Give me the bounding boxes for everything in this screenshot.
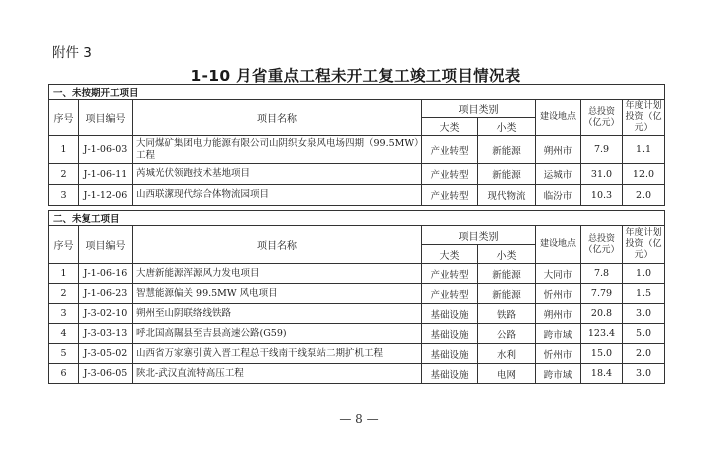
section-2-table <box>48 210 665 384</box>
header-location: 建设地点 <box>536 226 581 264</box>
header-minor: 小类 <box>478 245 536 264</box>
section-1-table <box>48 84 665 206</box>
cell-minor: 新能源 <box>478 136 536 164</box>
cell-investment: 20.8 <box>581 304 623 324</box>
cell-code: J-1-12-06 <box>79 185 133 206</box>
cell-code: J-1-06-16 <box>79 264 133 284</box>
cell-seq: 3 <box>49 304 79 324</box>
table-row <box>49 185 665 206</box>
cell-plan: 1.0 <box>623 264 665 284</box>
cell-plan: 2.0 <box>623 344 665 364</box>
cell-major: 基础设施 <box>422 364 478 384</box>
header-category: 项目类别 <box>422 100 536 118</box>
cell-investment: 7.8 <box>581 264 623 284</box>
header-name: 项目名称 <box>133 100 422 136</box>
cell-plan: 1.1 <box>623 136 665 164</box>
page-number: — 8 — <box>339 412 379 426</box>
header-code: 项目编号 <box>79 226 133 264</box>
header-seq: 序号 <box>49 226 79 264</box>
header-seq: 序号 <box>49 100 79 136</box>
cell-seq: 5 <box>49 344 79 364</box>
cell-location: 朔州市 <box>536 304 581 324</box>
cell-location: 临汾市 <box>536 185 581 206</box>
cell-investment: 7.9 <box>581 136 623 164</box>
cell-name: 朔州至山阴联络线铁路 <box>133 304 422 324</box>
cell-investment: 10.3 <box>581 185 623 206</box>
header-annual-plan: 年度计划投资（亿元） <box>623 100 665 136</box>
cell-code: J-3-02-10 <box>79 304 133 324</box>
cell-minor: 水利 <box>478 344 536 364</box>
cell-major: 基础设施 <box>422 324 478 344</box>
cell-minor: 铁路 <box>478 304 536 324</box>
cell-investment: 123.4 <box>581 324 623 344</box>
cell-seq: 1 <box>49 136 79 164</box>
section-title: 二、未复工项目 <box>49 211 665 226</box>
cell-major: 基础设施 <box>422 304 478 324</box>
cell-name: 智慧能源偏关 99.5MW 风电项目 <box>133 284 422 304</box>
cell-code: J-3-05-02 <box>79 344 133 364</box>
header-major: 大类 <box>422 245 478 264</box>
cell-minor: 新能源 <box>478 164 536 185</box>
header-location: 建设地点 <box>536 100 581 136</box>
page-title: 1-10 月省重点工程未开工复工竣工项目情况表 <box>190 67 521 85</box>
table-row <box>49 136 665 164</box>
table-row <box>49 264 665 284</box>
header-major: 大类 <box>422 118 478 136</box>
cell-name: 芮城光伏领跑技术基地项目 <box>133 164 422 185</box>
cell-plan: 12.0 <box>623 164 665 185</box>
header-investment: 总投资（亿元） <box>581 100 623 136</box>
cell-minor: 公路 <box>478 324 536 344</box>
cell-minor: 电网 <box>478 364 536 384</box>
cell-plan: 5.0 <box>623 324 665 344</box>
cell-location: 运城市 <box>536 164 581 185</box>
cell-seq: 4 <box>49 324 79 344</box>
cell-location: 忻州市 <box>536 284 581 304</box>
cell-investment: 18.4 <box>581 364 623 384</box>
cell-location: 大同市 <box>536 264 581 284</box>
cell-seq: 6 <box>49 364 79 384</box>
header-annual-plan: 年度计划投资（亿元） <box>623 226 665 264</box>
cell-plan: 2.0 <box>623 185 665 206</box>
cell-major: 产业转型 <box>422 164 478 185</box>
cell-location: 跨市域 <box>536 324 581 344</box>
cell-code: J-1-06-23 <box>79 284 133 304</box>
cell-major: 产业转型 <box>422 136 478 164</box>
cell-seq: 1 <box>49 264 79 284</box>
table-row <box>49 164 665 185</box>
header-minor: 小类 <box>478 118 536 136</box>
header-code: 项目编号 <box>79 100 133 136</box>
table-row <box>49 324 665 344</box>
cell-minor: 新能源 <box>478 284 536 304</box>
cell-name: 山西省万家寨引黄入晋工程总干线南干线泵站二期扩机工程 <box>133 344 422 364</box>
cell-location: 朔州市 <box>536 136 581 164</box>
cell-minor: 现代物流 <box>478 185 536 206</box>
cell-seq: 2 <box>49 284 79 304</box>
cell-major: 产业转型 <box>422 284 478 304</box>
cell-name: 呼北国高隰县至吉县高速公路(G59) <box>133 324 422 344</box>
cell-plan: 3.0 <box>623 304 665 324</box>
cell-name: 陕北-武汉直流特高压工程 <box>133 364 422 384</box>
cell-name: 山西联潔现代综合体物流园项目 <box>133 185 422 206</box>
cell-seq: 3 <box>49 185 79 206</box>
cell-plan: 3.0 <box>623 364 665 384</box>
attachment-label: 附件 3 <box>52 45 92 61</box>
cell-code: J-1-06-11 <box>79 164 133 185</box>
header-investment: 总投资（亿元） <box>581 226 623 264</box>
cell-minor: 新能源 <box>478 264 536 284</box>
header-name: 项目名称 <box>133 226 422 264</box>
cell-name: 大同煤矿集团电力能源有限公司山阴织女泉风电场四期（99.5MW）工程 <box>133 136 422 164</box>
cell-major: 产业转型 <box>422 185 478 206</box>
cell-investment: 7.79 <box>581 284 623 304</box>
cell-code: J-1-06-03 <box>79 136 133 164</box>
cell-seq: 2 <box>49 164 79 185</box>
table-row <box>49 304 665 324</box>
cell-location: 忻州市 <box>536 344 581 364</box>
table-row <box>49 344 665 364</box>
cell-location: 跨市域 <box>536 364 581 384</box>
cell-code: J-3-06-05 <box>79 364 133 384</box>
cell-major: 产业转型 <box>422 264 478 284</box>
cell-investment: 15.0 <box>581 344 623 364</box>
header-category: 项目类别 <box>422 226 536 245</box>
cell-code: J-3-03-13 <box>79 324 133 344</box>
cell-major: 基础设施 <box>422 344 478 364</box>
table-row <box>49 364 665 384</box>
cell-name: 大唐新能源浑源风力发电项目 <box>133 264 422 284</box>
cell-investment: 31.0 <box>581 164 623 185</box>
section-title: 一、未按期开工项目 <box>49 85 665 100</box>
table-row <box>49 284 665 304</box>
cell-plan: 1.5 <box>623 284 665 304</box>
